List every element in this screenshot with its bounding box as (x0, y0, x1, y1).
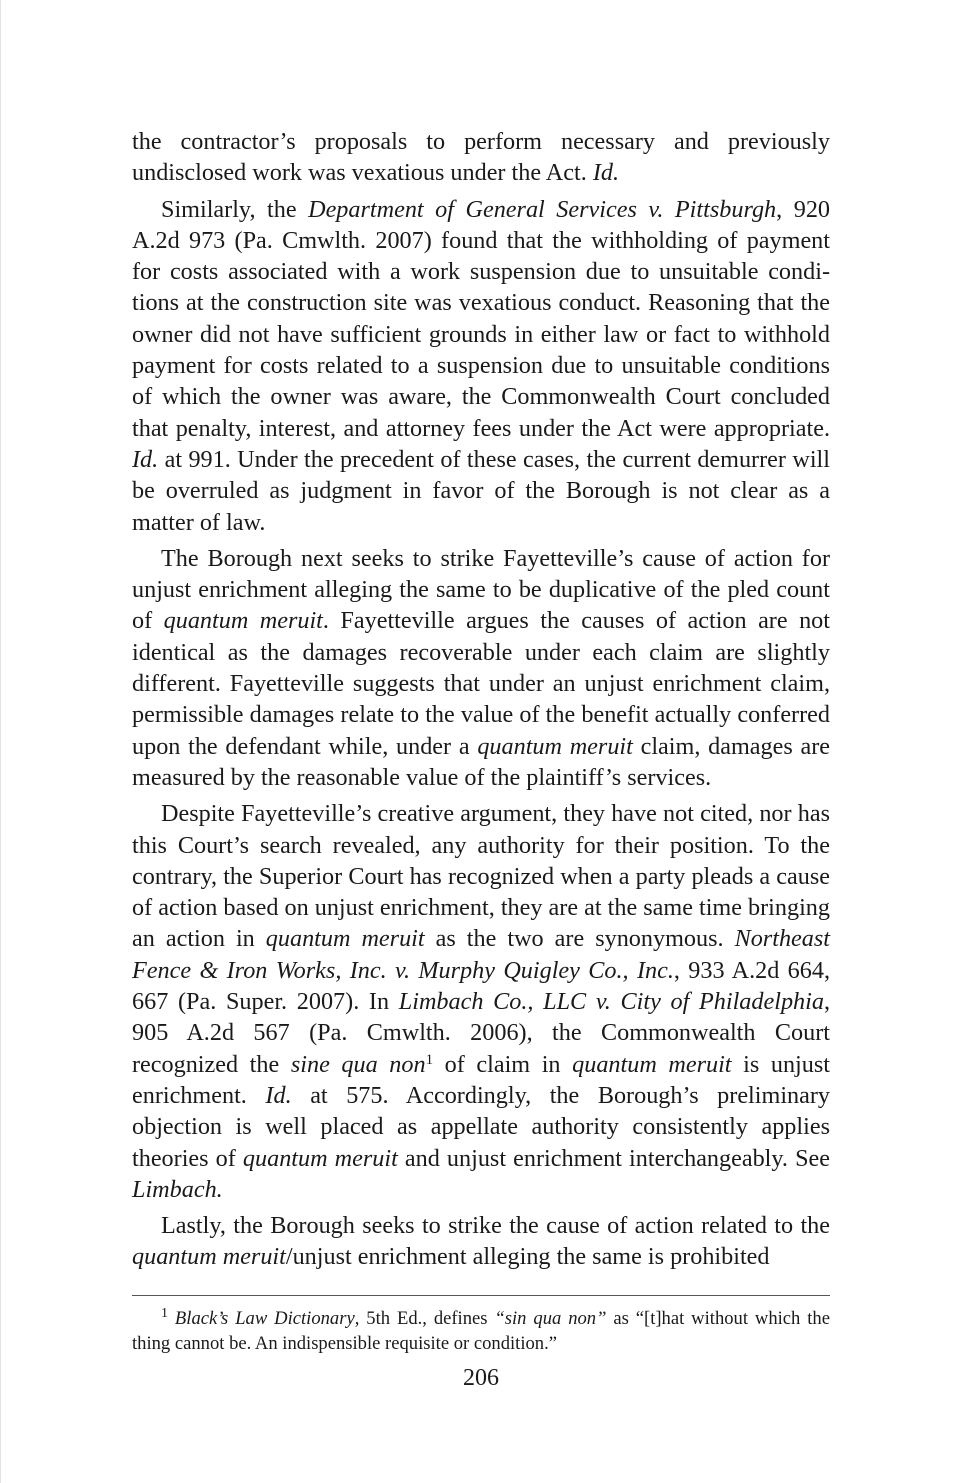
italic-text: quantum meruit (132, 1243, 286, 1271)
italic-text: Department of General Services v. Pittsburgh (308, 195, 777, 223)
footnote-divider (132, 1295, 830, 1296)
text-run: claim, damages are measured by the reasonable value of the plaintiff’s services. (132, 732, 830, 791)
text-run (168, 1308, 175, 1329)
italic-text: Black’s Law Dictionary (174, 1308, 355, 1329)
italic-text: quantum meruit (477, 732, 633, 760)
text-run: of claim in (433, 1050, 573, 1078)
paragraph (132, 194, 830, 538)
text-run: , 933 A.2d 664, 667 (Pa. Super. 2007). In (132, 956, 830, 1016)
italic-text: quantum meruit (242, 1144, 398, 1172)
italic-text: quantum meruit (265, 925, 425, 953)
footnote-marker: 1 (161, 1306, 168, 1321)
text-run: , 905 A.2d 567 (Pa. Cmwlth. 2006), the Commonwealth Court recognized the (132, 988, 830, 1078)
text-run: Similarly, the (161, 195, 309, 223)
italic-text: sine qua non (290, 1050, 426, 1078)
italic-text: quantum meruit (163, 607, 323, 635)
italic-text: Id. (592, 159, 620, 187)
text-run: at 991. Under the precedent of these cases, the current demurrer will be overruled as judgment in favor of the Borough is not clear as a matter of law. (132, 445, 830, 536)
text-run: the contractor’s proposals to perform necessary and previously undisclosed work was vexatious under the Act. (132, 128, 830, 187)
text-run: is unjust enrichment. (132, 1050, 830, 1109)
text-run: and unjust enrichment interchangeably. See (397, 1144, 830, 1172)
text-run: , 5th Ed., defines (354, 1308, 495, 1329)
text-run: The Borough next seeks to strike Fayetteville’s cause of action for unjust enrichment alleging the same to be duplicative of the pled count of (132, 544, 830, 635)
body-text (132, 126, 830, 1278)
italic-text: quantum meruit (572, 1050, 732, 1078)
italic-text: Limbach Co., LLC v. City of Philadelphia (398, 988, 824, 1016)
text-run: /unjust enrichment alleging the same is prohibited (285, 1243, 770, 1271)
paragraph (132, 1210, 830, 1273)
text-run: . Fayetteville argues the causes of action are not identical as the damages recoverable under each claim are slightly different. Fayetteville suggests that under an unjust enrichment claim, permissible damages relate to the value of the benefit actually conferred upon the defendant while, under a (132, 607, 830, 760)
text-run: , 920 A.2d 973 (Pa. Cmwlth. 2007) found that the withholding of payment for costs associated with a work suspension due to unsuitable conditions at the construction site was vexatious conduct. Reasoning that the owner did not have sufficient grounds in either law or fact to withhold payment for costs related to a suspension due to unsuitable conditions of which the owner was aware, the Commonwealth Court concluded that penalty, interest, and attorney fees under the Act were appropriate. (132, 195, 831, 442)
italic-text: Id. (132, 445, 159, 473)
footnote-reference: 1 (425, 1051, 434, 1068)
paragraph (132, 126, 830, 189)
italic-text: Limbach. (132, 1175, 223, 1203)
text-run: as the two are synonymous. (424, 925, 735, 953)
italic-text: Id. (265, 1081, 292, 1109)
text-run: as “[t]hat without which the thing cannot be. An indispensible requisite or condition.” (132, 1308, 830, 1354)
italic-text: Northeast Fence & Iron Works, Inc. v. Murphy Quigley Co., Inc. (132, 925, 830, 984)
italic-text: “sin qua non” (494, 1308, 607, 1329)
footnote (132, 1306, 830, 1356)
paragraph (132, 543, 830, 793)
text-run: at 575. Accordingly, the Borough’s preliminary objection is well placed as appellate authority consistently applies theories of (132, 1081, 831, 1172)
text-run: Lastly, the Borough seeks to strike the cause of action related to the (161, 1212, 830, 1240)
paragraph (132, 798, 830, 1205)
page-number: 206 (463, 1365, 499, 1391)
text-run: Despite Fayetteville’s creative argument, they have not cited, nor has this Court’s search revealed, any authority for their position. To the contrary, the Superior Court has recognized when a party pleads a cause of action based on unjust enrichment, they are at the same time bringing an action in (132, 800, 830, 953)
